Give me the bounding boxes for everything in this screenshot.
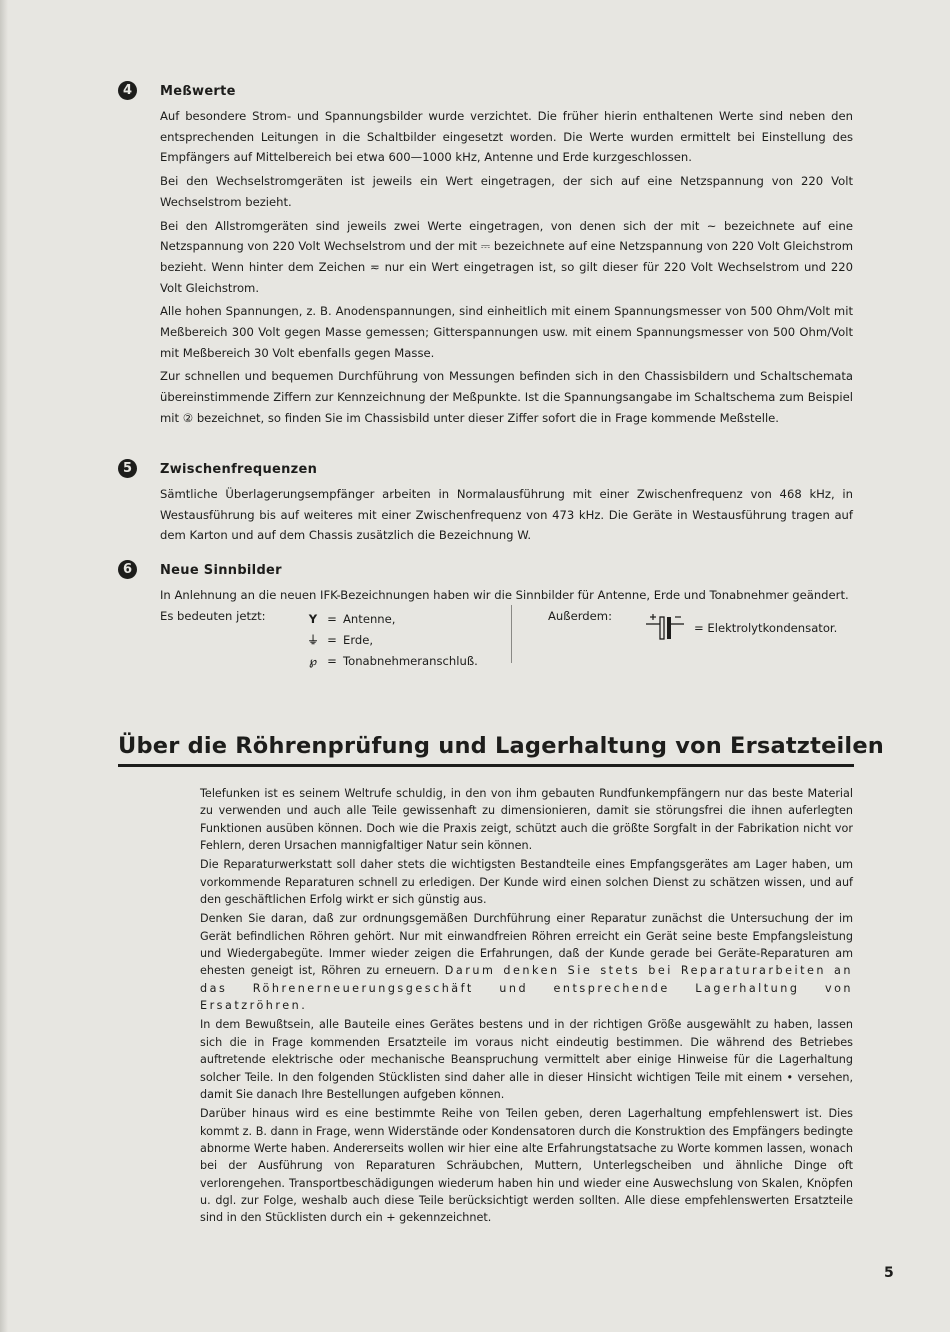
emphasized-text: Darum denken Sie stets bei Reparaturarbeiten an das Röhrenerneuerungsgeschäft und entsprechende Lagerhaltung von Ersatzröhren.: [200, 964, 853, 1013]
capacitor-legend: [644, 613, 837, 643]
paragraph: In dem Bewußtsein, alle Bauteile eines Gerätes bestens und in der richtigen Größe ausgewählt zu haben, lassen sich die in Frage kommenden Ersatzteile im voraus nicht eindeutig bestimmen. Die während des Betriebes auftretende elektrische oder mechanische Beanspruchung vermittelt aber einige Hinweise für die Lagerhaltung solcher Teile. In den folgenden Stücklisten sind daher alle in dieser Hinsicht wichtigen Teile mit einem • versehen, damit Sie danach Ihre Bestellungen aufgeben können.: [200, 1018, 853, 1101]
section-header: [118, 462, 853, 484]
section-messwerte: [118, 84, 853, 432]
symbol-extra-label: Außerdem:: [548, 608, 612, 623]
page-edge: [0, 0, 8, 1332]
main-heading: Über die Röhrenprüfung und Lagerhaltung von Ersatzteilen: [118, 733, 885, 759]
section-header: [118, 563, 853, 585]
section-number-badge: 5: [118, 459, 137, 478]
section-title: Meßwerte: [160, 84, 236, 99]
symbol-list: [305, 609, 478, 672]
section-header: [118, 84, 853, 106]
section-body: [160, 585, 853, 606]
vertical-divider: [511, 605, 512, 663]
capacitor-label: = Elektrolytkondensator.: [694, 620, 838, 635]
paragraph: Darüber hinaus wird es eine bestimmte Reihe von Teilen geben, deren Lagerhaltung empfehlenswert ist. Dies kommt z. B. dann in Frage, wenn Widerstände oder Kondensatoren durch die Konstruktion des Empfängers bedingte abnorme Werte haben. Andererseits wollen wir hier eine alte Erfahrungstatsache zu Worte kommen lassen, wonach bei der Ausführung von Reparaturen Schräubchen, Muttern, Unterlegscheiben und ähnliche Dinge oft verlorengehen. Transportbeschädigungen wiederum haben hin und wieder eine Auswechslung von Skalen, Knöpfen u. dgl. zur Folge, weshalb auch diese Teile berücksichtigt werden sollten. Alle diese empfehlenswerten Ersatzteile sind in den Stücklisten durch ein + gekennzeichnet.: [200, 1107, 853, 1225]
symbol-intro: Es bedeuten jetzt:: [160, 608, 266, 623]
equals-sign: =: [327, 611, 337, 626]
section-body: [160, 484, 853, 546]
paragraph: Auf besondere Strom- und Spannungsbilder wurde verzichtet. Die früher hierin enthaltenen Werte sind neben den entsprechenden Leitungen in die Schaltbilder eingesetzt worden. Die Werte wurden ermittelt bei Einstellung des Empfängers auf Mittelbereich bei etwa 600—1000 kHz, Antenne und Erde kurzgeschlossen.: [160, 109, 853, 165]
symbol-row: [305, 630, 478, 651]
paragraph-text: Denken Sie daran, daß zur ordnungsgemäßen Durchführung einer Reparatur zunächst die Untersuchung der im Gerät befindlichen Röhren gehört. Nur mit einwandfreien Röhren erreicht ein Gerät seine beste Empfangsleistung und Wiedergabegüte. Immer wieder zeigen die Erfahrungen, daß der Kunde gerade bei Geräte-Reparaturen am ehesten geneigt ist, Röhren zu erneuern.: [200, 912, 853, 978]
symbol-label: Tonabnehmeranschluß.: [343, 653, 478, 668]
article-body: [200, 785, 853, 1229]
section-number-badge: 6: [118, 560, 137, 579]
electrolytic-capacitor-icon: [644, 613, 686, 643]
section-title: Zwischenfrequenzen: [160, 462, 318, 477]
ground-icon: ⏚: [307, 632, 319, 647]
section-body: [160, 106, 853, 429]
paragraph: Zur schnellen und bequemen Durchführung von Messungen befinden sich in den Chassisbildern und Schaltschemata übereinstimmende Ziffern zur Kennzeichnung der Meßpunkte. Ist die Spannungsangabe im Schaltschema zum Beispiel mit ② bezeichnet, so finden Sie im Chassisbild unter dieser Ziffer sofort die in Frage kommende Meßstelle.: [160, 369, 853, 425]
symbol-legend: [160, 609, 853, 677]
symbol-label: Erde,: [343, 632, 374, 647]
paragraph: Alle hohen Spannungen, z. B. Anodenspannungen, sind einheitlich mit einem Spannungsmesser von 500 Ohm/Volt mit Meßbereich 300 Volt gegen Masse gemessen; Gitterspannungen usw. mit einem Spannungsmesser von 500 Ohm/Volt mit Meßbereich 30 Volt ebenfalls gegen Masse.: [160, 304, 853, 360]
section-title: Neue Sinnbilder: [160, 563, 282, 578]
section-number-badge: 4: [118, 81, 137, 100]
equals-sign: =: [327, 653, 337, 668]
pickup-icon: ℘: [308, 653, 318, 668]
page-number: 5: [884, 1265, 894, 1281]
heading-underline: [118, 764, 854, 767]
paragraph: In Anlehnung an die neuen IFK-Bezeichnungen haben wir die Sinnbilder für Antenne, Erde und Tonabnehmer geändert.: [160, 588, 849, 602]
paragraph: [200, 910, 853, 1014]
paragraph: Telefunken ist es seinem Weltrufe schuldig, in den von ihm gebauten Rundfunkempfängern nur das beste Material zu verwenden und auch alle Teile gewissenhaft zu dimensionieren, damit sie störungsfrei die ihnen auferlegten Funktionen ausüben können. Doch wie die Praxis zeigt, schützt auch die größte Sorgfalt in der Fabrikation nicht vor Fehlern, deren Ursachen mannigfaltiger Natur sein können.: [200, 787, 853, 853]
equals-sign: =: [327, 632, 337, 647]
paragraph: Bei den Allstromgeräten sind jeweils zwei Werte eingetragen, von denen sich der mit ~ bezeichnete auf eine Netzspannung von 220 Volt Wechselstrom und der mit ⎓ bezeichnete auf eine Netzspannung von 220 Volt Gleichstrom bezieht. Wenn hinter dem Zeichen ≂ nur ein Wert eingetragen ist, so gilt dieser für 220 Volt Wechselstrom und 220 Volt Gleichstrom.: [160, 218, 853, 295]
section-zwischenfrequenzen: [118, 462, 853, 549]
paragraph: Bei den Wechselstromgeräten ist jeweils ein Wert eingetragen, der sich auf eine Netzspannung von 220 Volt Wechselstrom bezieht.: [160, 174, 853, 209]
paragraph: Sämtliche Überlagerungsempfänger arbeiten in Normalausführung mit einer Zwischenfrequenz von 468 kHz, in Westausführung bis auf weiteres mit einer Zwischenfrequenz von 473 kHz. Die Geräte in Westausführung tragen auf dem Karton und auf dem Chassis zusätzlich die Bezeichnung W.: [160, 487, 853, 543]
symbol-row: [305, 609, 478, 630]
symbol-label: Antenne,: [343, 611, 396, 626]
antenna-icon: Y: [308, 611, 318, 626]
paragraph: Die Reparaturwerkstatt soll daher stets die wichtigsten Bestandteile eines Empfangsgerätes am Lager haben, um vorkommende Reparaturen schnell zu erledigen. Der Kunde wird einen solchen Dienst zu schätzen wissen, und auf den geschäftlichen Erfolg wirkt er sich günstig aus.: [200, 858, 853, 907]
symbol-row: [305, 651, 478, 672]
section-neue-sinnbilder: [118, 563, 853, 677]
